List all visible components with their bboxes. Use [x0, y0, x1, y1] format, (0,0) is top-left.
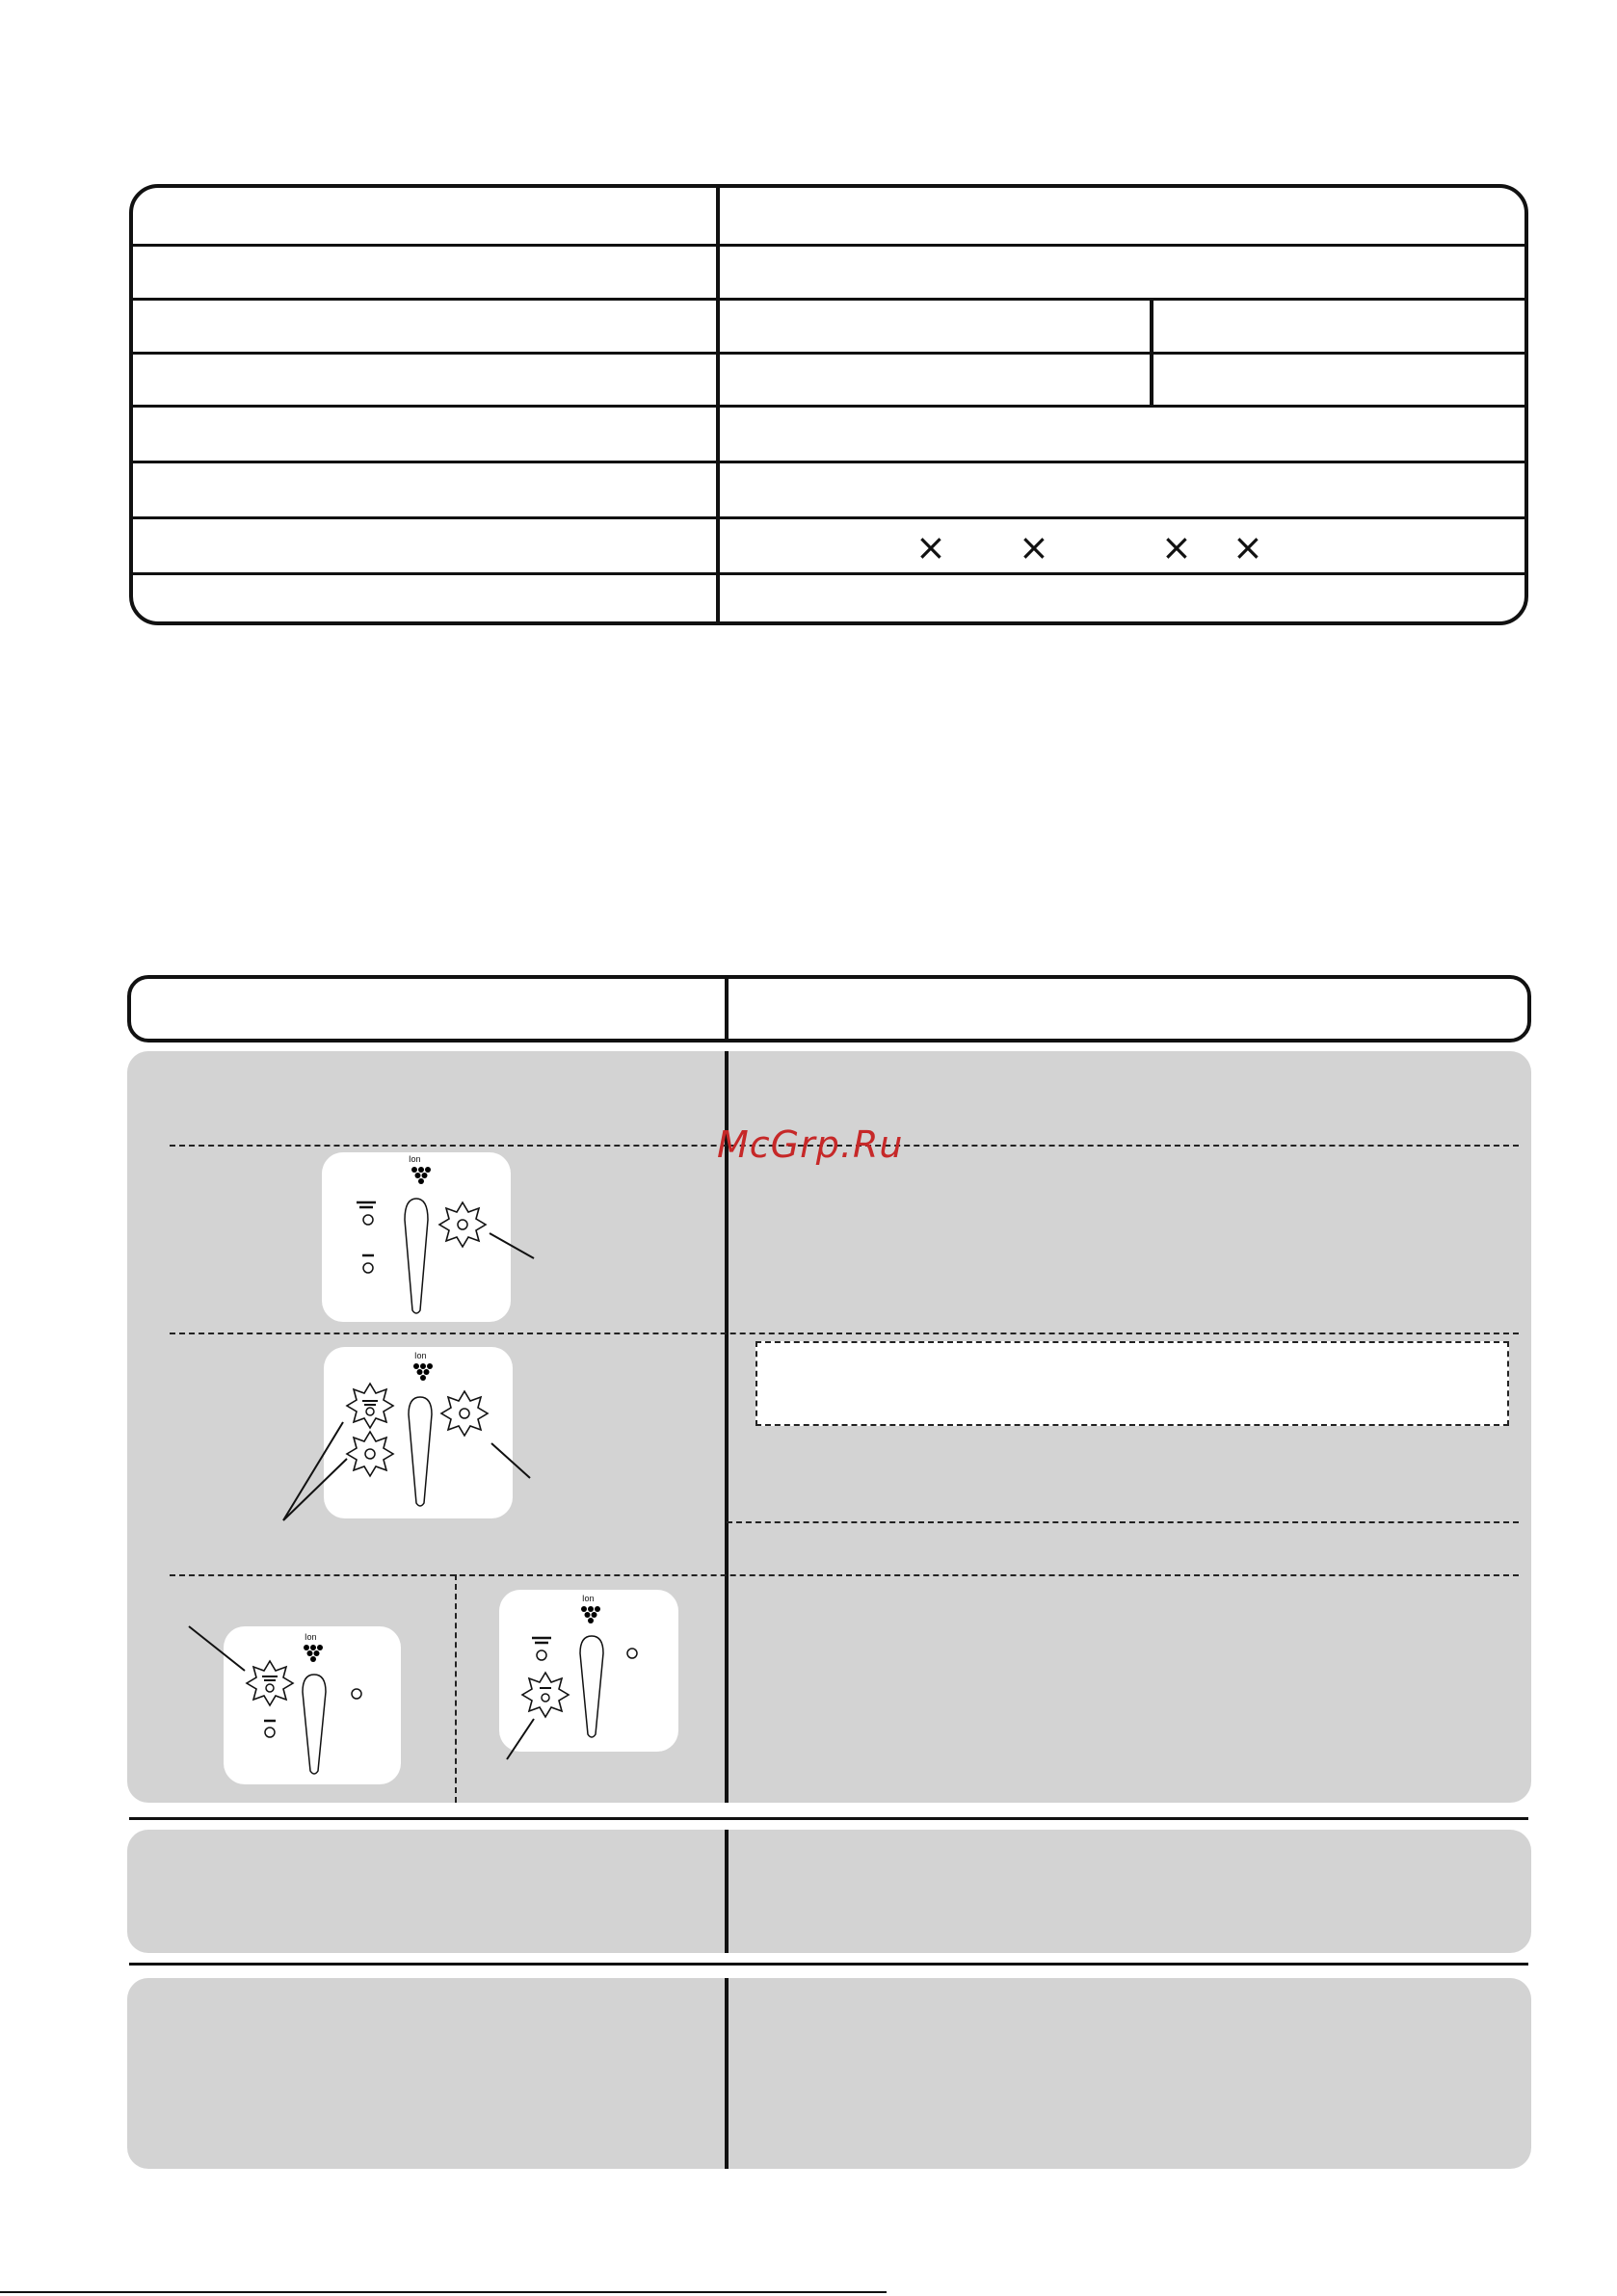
- note-box: [755, 1341, 1509, 1426]
- ion-label: Ion: [305, 1632, 317, 1642]
- section-separator: [129, 1817, 1528, 1820]
- watermark: McGrp.Ru: [717, 1123, 904, 1166]
- spec-row: [133, 572, 1524, 625]
- flash-star-icon: [439, 1202, 486, 1247]
- flash-star-icon: [347, 1432, 393, 1476]
- ion-icon: [411, 1167, 431, 1184]
- flash-star-icon: [247, 1661, 293, 1705]
- spec-row-dimensions: [133, 516, 1524, 572]
- indicator-panel-high-flash: [224, 1626, 401, 1784]
- specifications-table: [129, 184, 1528, 625]
- troubleshoot-header: [127, 975, 1531, 1042]
- spec-row: [133, 405, 1524, 461]
- control-panel-drawing: [224, 1626, 401, 1784]
- spec-row: [133, 188, 1524, 244]
- ion-label: Ion: [414, 1351, 427, 1360]
- flash-star-icon: [522, 1673, 569, 1717]
- spec-row: [133, 244, 1524, 298]
- indicator-panel-ion-flash: [322, 1152, 511, 1322]
- indicator-panel-all-flash: [324, 1347, 513, 1518]
- multiply-sign: ×: [1019, 526, 1049, 568]
- control-panel-drawing: [322, 1152, 511, 1322]
- spec-subcolumn-divider: [1150, 355, 1153, 405]
- troubleshoot-block-2: [127, 1830, 1531, 1953]
- multiply-sign: ×: [915, 526, 946, 568]
- flash-star-icon: [441, 1391, 488, 1436]
- section-separator: [129, 1963, 1528, 1966]
- multiply-sign: ×: [1161, 526, 1192, 568]
- header-column-divider: [725, 979, 729, 1039]
- dashed-separator: [170, 1333, 1519, 1334]
- control-panel-drawing: [499, 1590, 678, 1752]
- block-column-divider: [725, 1978, 729, 2169]
- footer-rule: [0, 2291, 887, 2293]
- dashed-separator: [170, 1574, 1519, 1576]
- ion-label: Ion: [409, 1154, 421, 1164]
- spec-row: [133, 461, 1524, 516]
- ion-label: Ion: [582, 1594, 595, 1603]
- dashed-separator: [727, 1521, 1519, 1523]
- dashed-divider: [455, 1574, 457, 1803]
- spec-row: [133, 298, 1524, 352]
- block-column-divider: [725, 1830, 729, 1953]
- control-panel-drawing: [324, 1347, 513, 1518]
- indicator-panel-low-flash: [499, 1590, 678, 1752]
- spec-subcolumn-divider: [1150, 301, 1153, 352]
- spec-row: [133, 352, 1524, 405]
- multiply-sign: ×: [1233, 526, 1263, 568]
- troubleshoot-block-3: [127, 1978, 1531, 2169]
